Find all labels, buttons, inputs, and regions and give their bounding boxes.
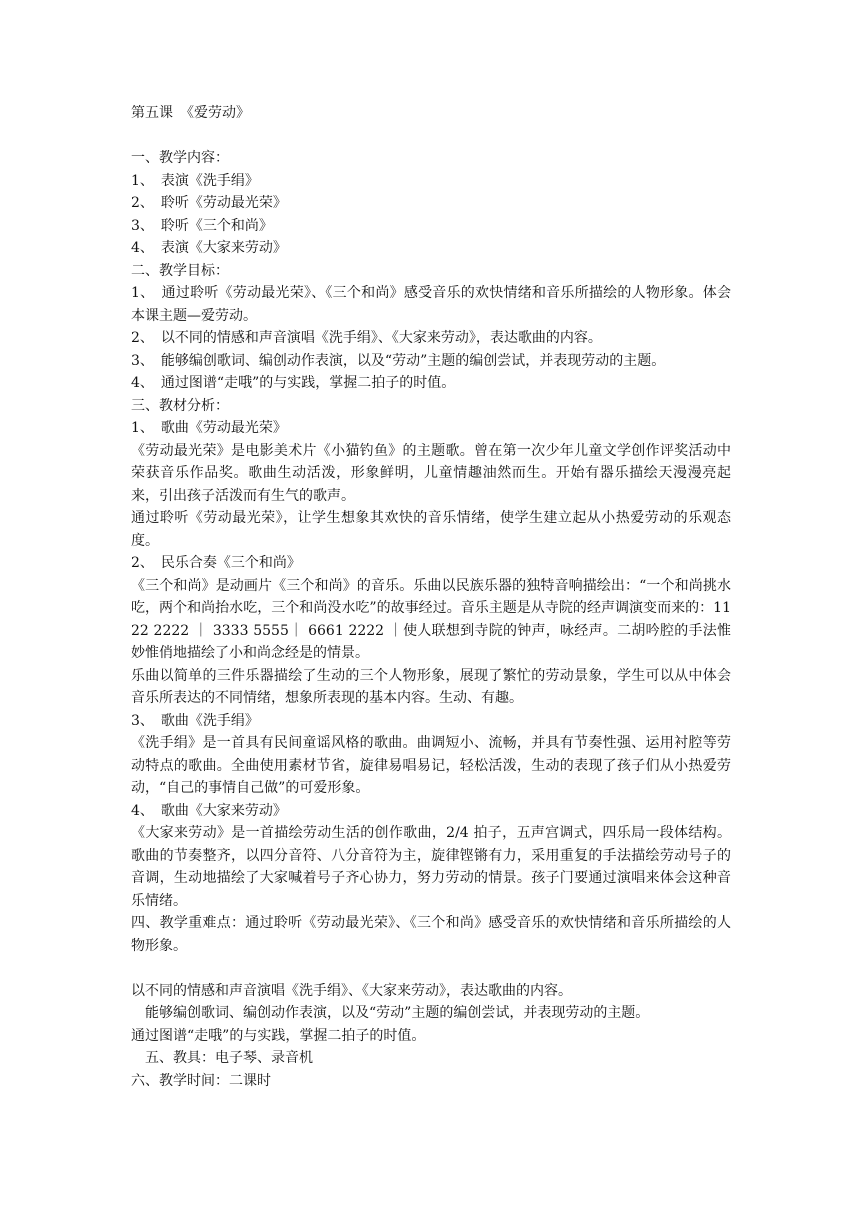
objective-item: 3、 能够编创歌词、编创动作表演，以及“劳动”主题的编创尝试，并表现劳动的主题。 xyxy=(131,352,666,369)
content-item: 4、 表演《大家来劳动》 xyxy=(131,240,287,256)
content-item: 2、 聆听《劳动最光荣》 xyxy=(131,195,287,211)
section-4-paragraph: 四、教学重难点：通过聆听《劳动最光荣》、《三个和尚》感受音乐的欢快情绪和音乐所描绘的人物形象。 xyxy=(131,915,731,954)
analysis-subheading: 3、 歌曲《洗手绢》 xyxy=(131,712,259,729)
objective-item: 4、 通过图谱“走哦”的与实践，掌握二拍子的时值。 xyxy=(131,375,456,391)
section-4-line: 以不同的情感和声音演唱《洗手绢》、《大家来劳动》，表达歌曲的内容。 xyxy=(131,982,572,999)
section-4-line: 能够编创歌词、编创动作表演，以及“劳动”主题的编创尝试，并表现劳动的主题。 xyxy=(145,1005,650,1021)
blank-line xyxy=(131,125,731,148)
section-1-heading: 一、教学内容： xyxy=(131,150,229,166)
analysis-subheading: 4、 歌曲《大家来劳动》 xyxy=(131,802,287,819)
section-2-heading: 二、教学目标： xyxy=(131,262,229,279)
section-5-line: 五、教具：电子琴、录音机 xyxy=(145,1050,313,1066)
content-item: 1、 表演《洗手绢》 xyxy=(131,172,259,189)
analysis-paragraph: 《劳动最光荣》是电影美术片《小猫钓鱼》的主题歌。曾在第一次少年儿童文学创作评奖活动中荣获音乐作品奖。歌曲生动活泼，形象鲜明，儿童情趣油然而生。开始有器乐描绘天漫漫亮起来，引出孩子活泼而有生气的歌声。 xyxy=(131,442,731,504)
lesson-title: 第五课 《爱劳动》 xyxy=(131,105,250,121)
analysis-paragraph: 乐曲以简单的三件乐器描绘了生动的三个人物形象，展现了繁忙的劳动景象，学生可以从中体会音乐所表达的不同情绪，想象所表现的基本内容。生动、有趣。 xyxy=(131,667,731,706)
objective-item: 1、 通过聆听《劳动最光荣》、《三个和尚》感受音乐的欢快情绪和音乐所描绘的人物形象。体会本课主题—爱劳动。 xyxy=(131,285,731,324)
analysis-paragraph: 通过聆听《劳动最光荣》，让学生想象其欢快的音乐情绪，使学生建立起从小热爱劳动的乐观态度。 xyxy=(131,510,731,549)
content-item: 3、 聆听《三个和尚》 xyxy=(131,217,273,234)
blank-line xyxy=(131,957,731,980)
analysis-paragraph: 《大家来劳动》是一首描绘劳动生活的创作歌曲，2/4 拍子，五声宫调式，四乐局一段体结构。歌曲的节奏整齐，以四分音符、八分音符为主，旋律铿锵有力，采用重复的手法描绘劳动号子的音调，生动地描绘了大家喊着号子齐心协力，努力劳动的情景。孩子门要通过演唱来体会这种音乐情绪。 xyxy=(131,825,731,909)
analysis-paragraph: 《三个和尚》是动画片《三个和尚》的音乐。乐曲以民族乐器的独特音响描绘出：“一个和尚挑水吃，两个和尚抬水吃，三个和尚没水吃”的故事经过。音乐主题是从寺院的经声调演变而来的：1122 2222 ｜ 3333 5555｜ 6661 2222 ｜使人联想到寺院的钟声，咏经声。二胡吟腔的手法惟妙惟俏地描绘了小和尚念经是的情景。 xyxy=(131,577,731,661)
section-3-heading: 三、教材分析： xyxy=(131,397,229,414)
analysis-subheading: 2、 民乐合奏《三个和尚》 xyxy=(131,555,301,571)
analysis-subheading: 1、 歌曲《劳动最光荣》 xyxy=(131,420,287,436)
document-page xyxy=(131,102,731,1092)
section-4-line: 通过图谱“走哦”的与实践，掌握二拍子的时值。 xyxy=(131,1027,426,1044)
section-6-line: 六、教学时间：二课时 xyxy=(131,1072,271,1089)
objective-item: 2、 以不同的情感和声音演唱《洗手绢》、《大家来劳动》，表达歌曲的内容。 xyxy=(131,330,602,346)
analysis-paragraph: 《洗手绢》是一首具有民间童谣风格的歌曲。曲调短小、流畅，并具有节奏性强、运用衬腔等劳动特点的歌曲。全曲使用素材节省，旋律易唱易记，轻松活泼，生动的表现了孩子们从小热爱劳动，“自己的事情自己做”的可爱形象。 xyxy=(131,735,731,796)
